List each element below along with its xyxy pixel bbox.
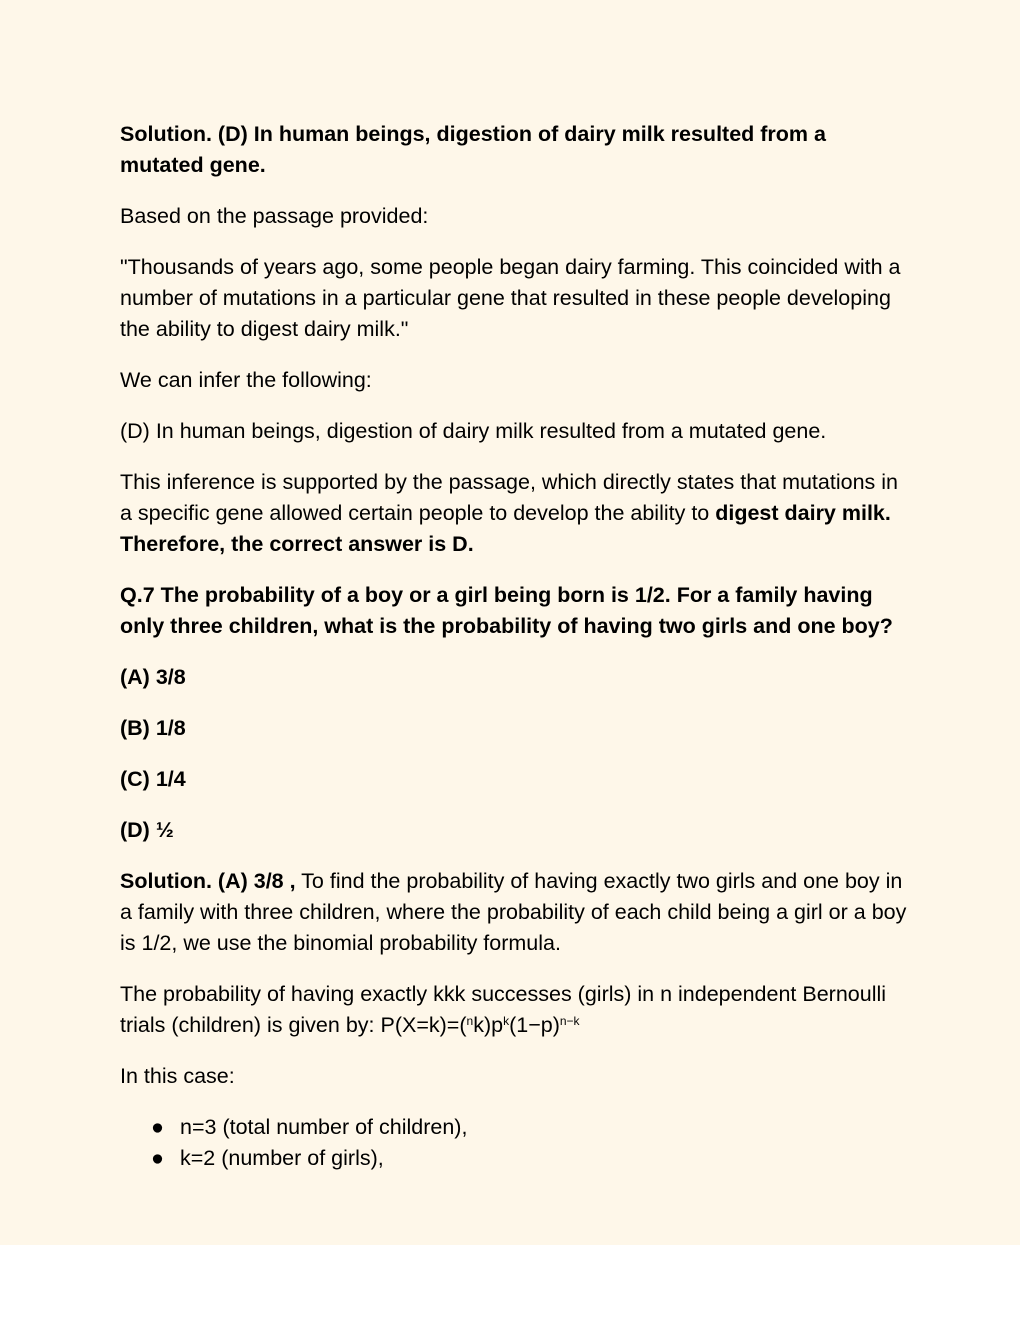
formula-paragraph	[120, 979, 910, 1041]
option-c: (C) 1/4	[120, 767, 186, 791]
inference-support	[120, 467, 910, 560]
question-7: Q.7 The probability of a boy or a girl being born is 1/2. For a family having only three children, what is the probability of having two girls and one boy?	[120, 583, 893, 638]
list-item: ● k=2 (number of girls),	[120, 1143, 910, 1174]
support-text: This inference is supported by the passage, which directly states that mutations in a specific gene allowed certain people to develop the ability to	[120, 470, 898, 525]
option-a: (A) 3/8	[120, 665, 186, 689]
support-conclusion: digest dairy milk. Therefore, the correct answer is D.	[120, 501, 891, 556]
inference-intro: We can infer the following:	[120, 368, 372, 392]
inference-answer: (D) In human beings, digestion of dairy milk resulted from a mutated gene.	[120, 419, 827, 443]
case-list	[120, 1112, 910, 1174]
binomial-formula: $P(X=k)=(^nk)p^k(1-p)^{n-k}$	[380, 1013, 580, 1037]
solution-a-label: Solution. (A) 3/8 ,	[120, 869, 296, 893]
solution-a-text: To find the probability of having exactly two girls and one boy in a family with three children, where the probability of each child being a girl or a boy is 1/2, we use the binomial probability formula.	[120, 869, 907, 955]
passage-intro: Based on the passage provided:	[120, 204, 429, 228]
passage-quote: "Thousands of years ago, some people began dairy farming. This coincided with a number of mutations in a particular gene that resulted in these people developing the ability to digest dairy milk."	[120, 255, 901, 341]
page-content	[120, 119, 910, 1174]
option-b: (B) 1/8	[120, 716, 186, 740]
bullet-icon: ●	[151, 1115, 164, 1139]
list-item: ● n=3 (total number of children),	[120, 1112, 910, 1143]
option-d: (D) ½	[120, 818, 174, 842]
solution-d-heading: Solution. (D) In human beings, digestion of dairy milk resulted from a mutated gene.	[120, 122, 826, 177]
formula-intro: The probability of having exactly kkk successes (girls) in n independent Bernoulli trials (children) is given by:	[120, 982, 887, 1037]
bullet-icon: ●	[151, 1146, 164, 1170]
case-intro: In this case:	[120, 1064, 235, 1088]
solution-a-paragraph	[120, 866, 910, 959]
